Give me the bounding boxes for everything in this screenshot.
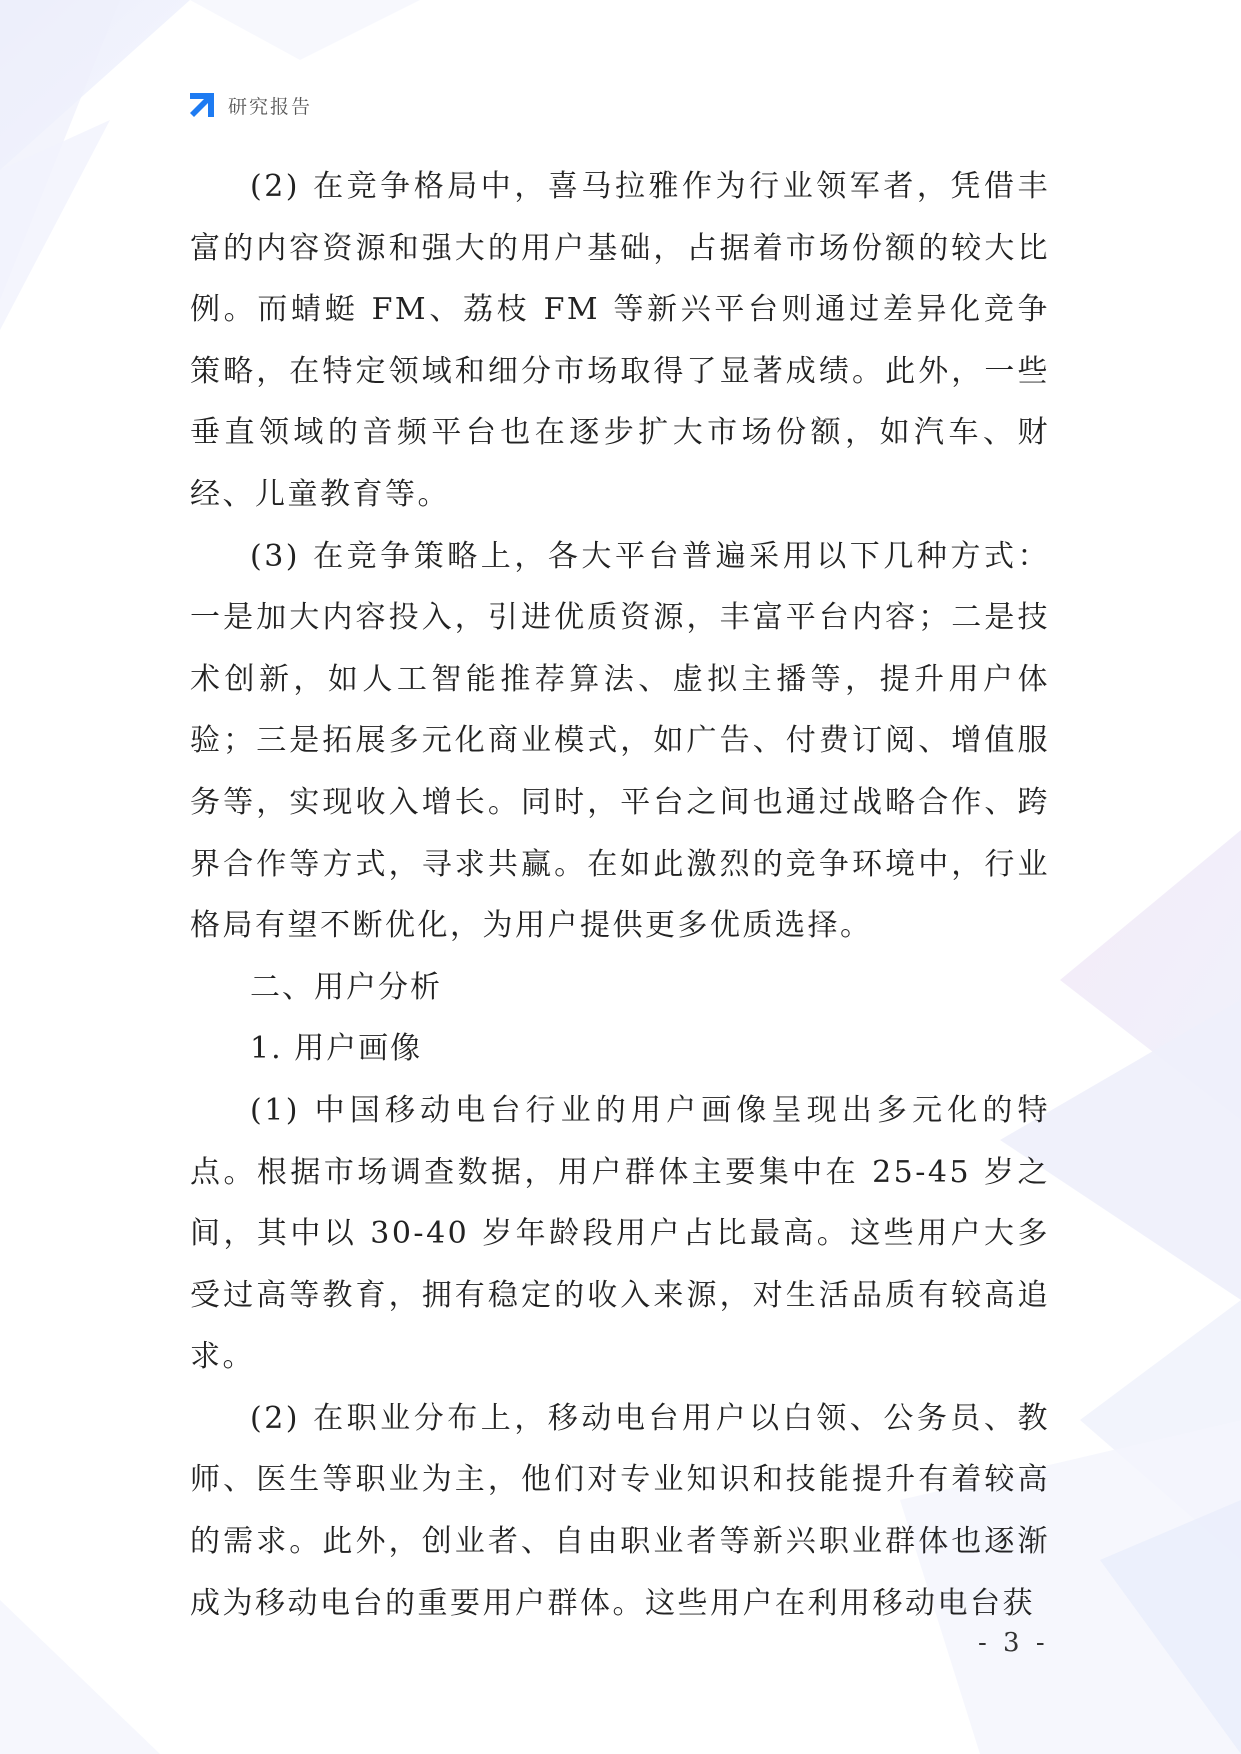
page-number: - 3 - <box>978 1628 1049 1658</box>
subsection-heading: 1. 用户画像 <box>250 1031 423 1067</box>
report-header <box>186 88 312 122</box>
paragraph: (3) 在竞争策略上，各大平台普遍采用以下几种方式：一是加大内容投入，引进优质资源，丰富平台内容；二是技术创新，如人工智能推荐算法、虚拟主播等，提升用户体验；三是拓展多元化商业模式，如广告、付费订阅、增值服务等，实现收入增长。同时，平台之间也通过战略合作、跨界合作等方式，寻求共赢。在如此激烈的竞争环境中，行业格局有望不断优化，为用户提供更多优质选择。 <box>190 538 1050 944</box>
paragraph: (1) 中国移动电台行业的用户画像呈现出多元化的特点。根据市场调查数据，用户群体主要集中在 25-45 岁之间，其中以 30-40 岁年龄段用户占比最高。这些用户大多受过高等教育，拥有稳定的收入来源，对生活品质有较高追求。 <box>190 1092 1050 1375</box>
paragraph: (2) 在竞争格局中，喜马拉雅作为行业领军者，凭借丰富的内容资源和强大的用户基础，占据着市场份额的较大比例。而蜻蜓 FM、荔枝 FM 等新兴平台则通过差异化竞争策略，在特定领域和细分市场取得了显著成绩。此外，一些垂直领域的音频平台也在逐步扩大市场份额，如汽车、财经、儿童教育等。 <box>190 169 1050 512</box>
arrow-up-right-icon <box>186 89 218 121</box>
section-heading: 二、用户分析 <box>250 969 442 1005</box>
header-title: 研究报告 <box>228 95 313 118</box>
paragraph: (2) 在职业分布上，移动电台用户以白领、公务员、教师、医生等职业为主，他们对专业知识和技能提升有着较高的需求。此外，创业者、自由职业者等新兴职业群体也逐渐成为移动电台的重要用户群体。这些用户在利用移动电台获 <box>190 1400 1050 1621</box>
document-body <box>190 156 1050 1634</box>
